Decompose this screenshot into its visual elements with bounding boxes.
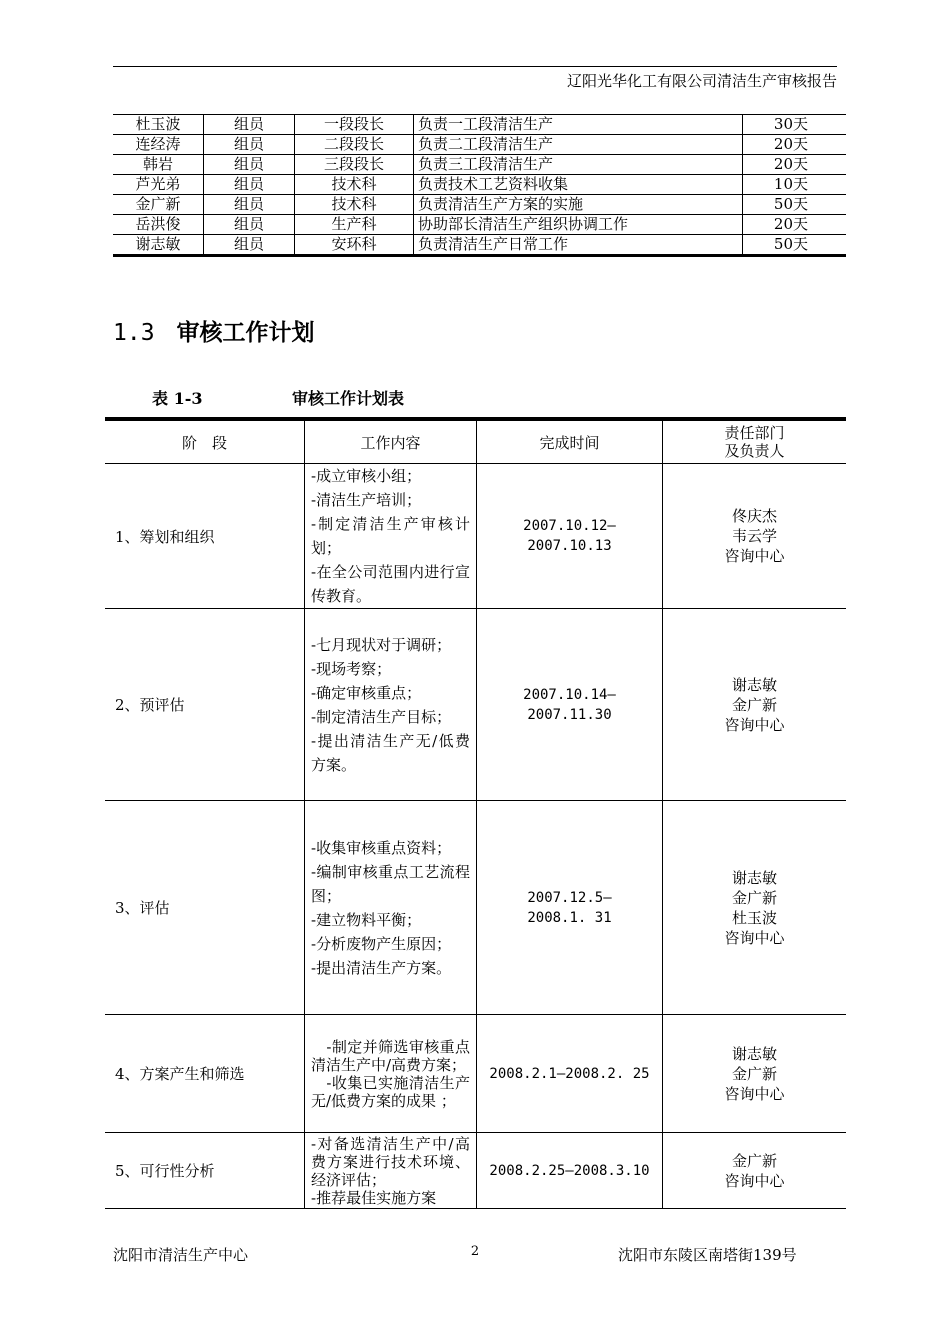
plan-responsible-item: 谢志敏 [731, 868, 777, 887]
plan-content-item: -编制审核重点工艺流程图； [311, 862, 470, 905]
member-position: 三段段长 [295, 155, 414, 175]
plan-content [305, 801, 477, 1015]
table-caption-title: 审核工作计划表 [292, 389, 405, 408]
plan-responsible-item: 佟庆杰 [731, 507, 777, 525]
member-duty: 负责三工段清洁生产 [414, 155, 743, 175]
plan-row [105, 1133, 846, 1209]
plan-responsible-item: 金广新 [731, 888, 777, 907]
plan-time-line: 2008.1. 31 [527, 909, 612, 926]
plan-responsible-item: 金广新 [731, 1151, 777, 1170]
member-days: 20天 [743, 155, 847, 175]
member-days: 30天 [743, 115, 847, 135]
member-role: 组员 [204, 135, 295, 155]
plan-content [305, 1015, 477, 1133]
plan-row [105, 609, 846, 801]
member-days: 50天 [743, 235, 847, 256]
plan-time-line: 2007.12.5— [527, 889, 612, 906]
team-members-table [113, 114, 846, 257]
plan-time-line: 2007.10.12— [523, 518, 616, 534]
plan-content-item: -收集已实施清洁生产无/低费方案的成果 ； [311, 1073, 470, 1110]
plan-row [105, 801, 846, 1015]
member-row [113, 195, 846, 215]
member-duty: 负责清洁生产方案的实施 [414, 195, 743, 215]
section-number: 1.3 [113, 320, 155, 346]
plan-responsible-item: 咨询中心 [724, 1084, 785, 1103]
plan-responsible [663, 801, 847, 1015]
header-responsible [663, 419, 847, 464]
plan-responsible-item: 杜玉波 [731, 908, 777, 927]
plan-stage: 2、预评估 [105, 609, 305, 801]
member-name: 韩岩 [113, 155, 204, 175]
plan-content-item: -七月现状对于调研； [311, 635, 452, 654]
plan-content [305, 609, 477, 801]
member-row [113, 175, 846, 195]
plan-responsible [663, 609, 847, 801]
section-heading [113, 314, 315, 347]
plan-time [477, 1015, 663, 1133]
plan-row [105, 464, 846, 609]
plan-stage: 5、可行性分析 [105, 1133, 305, 1209]
member-row [113, 235, 846, 256]
plan-time [477, 801, 663, 1015]
plan-time-line: 2008.2.1—2008.2. 25 [489, 1065, 650, 1082]
plan-content-item: -制定清洁生产目标； [311, 707, 452, 726]
plan-stage: 1、筹划和组织 [105, 464, 305, 609]
plan-stage: 4、方案产生和筛选 [105, 1015, 305, 1133]
page-number: 2 [470, 1244, 480, 1259]
plan-responsible-item: 谢志敏 [731, 1044, 777, 1063]
plan-content-item: -在全公司范围内进行宣传教育。 [311, 563, 470, 605]
plan-content-item: -制定清洁生产审核计划； [311, 515, 470, 557]
member-role: 组员 [204, 175, 295, 195]
plan-content-item: -建立物料平衡； [311, 910, 422, 929]
plan-time-line: 2007.10.14— [523, 686, 616, 703]
plan-responsible [663, 1133, 847, 1209]
plan-time [477, 1133, 663, 1209]
table-header-row [105, 419, 846, 464]
member-role: 组员 [204, 195, 295, 215]
member-name: 金广新 [113, 195, 204, 215]
plan-content [305, 464, 477, 609]
plan-content-item: -提出清洁生产方案。 [311, 958, 452, 977]
member-position: 安环科 [295, 235, 414, 256]
member-duty: 负责清洁生产日常工作 [414, 235, 743, 256]
member-name: 芦光弟 [113, 175, 204, 195]
plan-time [477, 609, 663, 801]
footer-address: 沈阳市东陵区南塔街139号 [618, 1246, 797, 1264]
plan-stage: 3、评估 [105, 801, 305, 1015]
member-days: 10天 [743, 175, 847, 195]
section-title: 审核工作计划 [176, 320, 315, 346]
plan-content [305, 1133, 477, 1209]
plan-responsible [663, 464, 847, 609]
plan-time-line: 2007.10.13 [527, 538, 612, 554]
plan-responsible-item: 金广新 [731, 695, 777, 714]
plan-responsible-item: 咨询中心 [724, 547, 785, 565]
member-row [113, 115, 846, 135]
member-position: 一段段长 [295, 115, 414, 135]
member-days: 50天 [743, 195, 847, 215]
member-row [113, 215, 846, 235]
member-duty: 负责二工段清洁生产 [414, 135, 743, 155]
member-days: 20天 [743, 215, 847, 235]
plan-content-item: -收集审核重点资料； [311, 838, 452, 857]
member-name: 连经涛 [113, 135, 204, 155]
header-rule [113, 66, 837, 67]
plan-content-item: -提出清洁生产无/低费方案。 [311, 731, 470, 774]
plan-time [477, 464, 663, 609]
table-caption-number: 表 1-3 [152, 389, 203, 408]
member-name: 岳洪俊 [113, 215, 204, 235]
plan-content-item: -确定审核重点； [311, 683, 422, 702]
plan-content-item: -推荐最佳实施方案 [311, 1188, 437, 1207]
header-resp-line2: 及负责人 [724, 442, 785, 460]
member-role: 组员 [204, 235, 295, 256]
footer-org: 沈阳市清洁生产中心 [113, 1246, 249, 1264]
member-role: 组员 [204, 115, 295, 135]
member-position: 二段段长 [295, 135, 414, 155]
plan-content-item: -现场考察； [311, 659, 392, 678]
plan-responsible-item: 咨询中心 [724, 928, 785, 947]
plan-content-item: -制定并筛选审核重点清洁生产中/高费方案； [311, 1037, 470, 1074]
member-role: 组员 [204, 215, 295, 235]
member-row [113, 135, 846, 155]
plan-content-item: -分析废物产生原因； [311, 934, 452, 953]
member-position: 生产科 [295, 215, 414, 235]
member-role: 组员 [204, 155, 295, 175]
plan-content-item: -成立审核小组； [311, 467, 422, 485]
plan-row [105, 1015, 846, 1133]
plan-responsible-item: 金广新 [731, 1064, 777, 1083]
member-duty: 负责技术工艺资料收集 [414, 175, 743, 195]
plan-responsible-item: 咨询中心 [724, 715, 785, 734]
member-days: 20天 [743, 135, 847, 155]
plan-content-item: -对备选清洁生产中/高费方案进行技术环境、经济评估； [311, 1134, 470, 1189]
report-header: 辽阳光华化工有限公司清洁生产审核报告 [566, 72, 837, 90]
member-name: 杜玉波 [113, 115, 204, 135]
member-duty: 协助部长清洁生产组织协调工作 [414, 215, 743, 235]
plan-content-item: -清洁生产培训； [311, 491, 422, 509]
plan-time-line: 2007.11.30 [527, 706, 612, 723]
member-duty: 负责一工段清洁生产 [414, 115, 743, 135]
member-name: 谢志敏 [113, 235, 204, 256]
member-position: 技术科 [295, 195, 414, 215]
member-row [113, 155, 846, 175]
plan-responsible-item: 谢志敏 [731, 675, 777, 694]
header-content: 工作内容 [305, 419, 477, 464]
header-resp-line1: 责任部门 [724, 424, 785, 442]
plan-time-line: 2008.2.25—2008.3.10 [489, 1162, 650, 1179]
audit-plan-table [105, 417, 846, 1209]
member-position: 技术科 [295, 175, 414, 195]
header-time: 完成时间 [477, 419, 663, 464]
plan-responsible-item: 韦云学 [731, 527, 777, 545]
plan-responsible [663, 1015, 847, 1133]
plan-responsible-item: 咨询中心 [724, 1171, 785, 1190]
header-stage: 阶 段 [105, 419, 305, 464]
